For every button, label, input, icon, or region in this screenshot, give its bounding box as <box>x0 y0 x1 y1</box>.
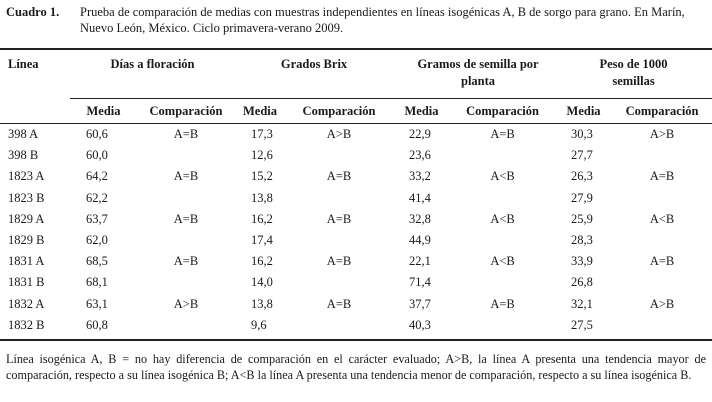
cell-linea: 1832 A <box>8 296 45 311</box>
cell-peso-comparacion <box>612 188 712 209</box>
cell-gramos-comparacion: A<B <box>490 211 515 226</box>
cell-gramos-media: 44,9 <box>409 233 431 248</box>
cell-peso-media: 28,3 <box>571 233 593 248</box>
table-row <box>0 251 712 272</box>
cell-peso-comparacion <box>612 230 712 251</box>
cell-gramos-comparacion: A=B <box>490 127 515 142</box>
table-row <box>0 315 712 336</box>
table-row <box>0 188 712 209</box>
cell-gramos-comparacion: A<B <box>490 169 515 184</box>
cell-brix-comparacion: A>B <box>326 127 352 142</box>
header-dias-floracion: Días a floración <box>110 57 195 71</box>
table-body <box>0 124 712 336</box>
cell-dias-comparacion: A=B <box>173 127 199 142</box>
table-row <box>0 166 712 187</box>
cell-peso-media: 33,9 <box>571 254 593 269</box>
cell-gramos-media: 40,3 <box>409 317 431 332</box>
cell-linea: 1831 A <box>8 254 45 269</box>
header-peso-semillas: Peso de 1000 semillas <box>599 57 668 88</box>
cell-linea: 1829 A <box>8 211 45 226</box>
cell-dias-media: 64,2 <box>86 169 108 184</box>
header-sub-comparacion: Comparación <box>285 99 393 124</box>
cell-gramos-media: 33,2 <box>409 169 431 184</box>
cell-gramos-comparacion <box>450 315 555 336</box>
caption-text: Prueba de comparación de medias con muestras independientes en líneas isogénicas A, B de sorgo para grano. En Marín, Nuevo León, México. Ciclo primavera-verano 2009. <box>80 5 685 35</box>
header-sub-media: Media <box>555 99 612 124</box>
cell-brix-media: 17,3 <box>251 127 273 142</box>
cell-peso-comparacion <box>612 272 712 293</box>
header-gramos-semilla: Gramos de semilla por planta <box>417 57 539 88</box>
cell-dias-comparacion <box>137 188 235 209</box>
cell-dias-media: 60,0 <box>86 148 108 163</box>
cell-linea: 1823 B <box>8 190 45 205</box>
cell-dias-media: 68,5 <box>86 254 108 269</box>
cell-dias-media: 62,2 <box>86 190 108 205</box>
cell-brix-comparacion: A=B <box>326 169 352 184</box>
cell-dias-comparacion <box>137 145 235 166</box>
cell-dias-comparacion: A=B <box>173 211 199 226</box>
cell-brix-media: 17,4 <box>251 233 273 248</box>
table-row <box>0 209 712 230</box>
cell-gramos-media: 71,4 <box>409 275 431 290</box>
cell-peso-comparacion: A>B <box>649 296 675 311</box>
header-sub-comparacion: Comparación <box>612 99 712 124</box>
cell-gramos-comparacion: A=B <box>490 296 515 311</box>
cell-peso-media: 32,1 <box>571 296 593 311</box>
cell-brix-comparacion <box>285 315 393 336</box>
cell-dias-comparacion: A=B <box>173 169 199 184</box>
cell-gramos-media: 32,8 <box>409 211 431 226</box>
cell-dias-media: 63,1 <box>86 296 108 311</box>
cell-dias-comparacion <box>137 315 235 336</box>
cell-linea: 1832 B <box>8 317 45 332</box>
cell-brix-media: 16,2 <box>251 211 273 226</box>
cell-gramos-comparacion <box>450 272 555 293</box>
cell-peso-media: 26,8 <box>571 275 593 290</box>
cell-gramos-comparacion <box>450 145 555 166</box>
cell-peso-media: 26,3 <box>571 169 593 184</box>
cell-gramos-media: 22,1 <box>409 254 431 269</box>
cell-gramos-media: 22,9 <box>409 127 431 142</box>
caption-label: Cuadro 1. <box>6 5 60 19</box>
cell-brix-media: 15,2 <box>251 169 273 184</box>
cell-peso-comparacion: A>B <box>649 127 675 142</box>
header-sub-media: Media <box>235 99 285 124</box>
cell-peso-media: 25,9 <box>571 211 593 226</box>
cell-brix-comparacion: A=B <box>326 296 352 311</box>
cell-peso-media: 27,5 <box>571 317 593 332</box>
cell-dias-media: 60,6 <box>86 127 108 142</box>
cell-dias-media: 60,8 <box>86 317 108 332</box>
cell-brix-comparacion <box>285 145 393 166</box>
table-row <box>0 124 712 146</box>
cell-gramos-media: 23,6 <box>409 148 431 163</box>
cell-brix-media: 13,8 <box>251 190 273 205</box>
bottom-rule <box>0 339 712 341</box>
cell-brix-comparacion: A=B <box>326 254 352 269</box>
cell-peso-comparacion <box>612 145 712 166</box>
cell-gramos-comparacion: A<B <box>490 254 515 269</box>
cell-peso-comparacion: A<B <box>649 211 675 226</box>
header-sub-comparacion: Comparación <box>137 99 235 124</box>
cell-gramos-media: 41,4 <box>409 190 431 205</box>
cell-brix-media: 12,6 <box>251 148 273 163</box>
cell-peso-comparacion <box>612 315 712 336</box>
cell-peso-media: 27,7 <box>571 148 593 163</box>
cell-peso-media: 27,9 <box>571 190 593 205</box>
cell-peso-comparacion: A=B <box>649 169 675 184</box>
cell-dias-comparacion <box>137 272 235 293</box>
cell-linea: 1823 A <box>8 169 45 184</box>
cell-gramos-comparacion <box>450 188 555 209</box>
cell-dias-media: 68,1 <box>86 275 108 290</box>
header-grados-brix: Grados Brix <box>280 57 348 71</box>
data-table <box>0 52 712 336</box>
cell-peso-media: 30,3 <box>571 127 593 142</box>
cell-linea: 1829 B <box>8 233 45 248</box>
cell-brix-media: 13,8 <box>251 296 273 311</box>
cell-dias-comparacion: A=B <box>173 254 199 269</box>
header-linea: Línea <box>8 57 39 71</box>
cell-linea: 1831 B <box>8 275 45 290</box>
table-row <box>0 272 712 293</box>
top-rule <box>0 48 712 50</box>
cell-dias-comparacion: A>B <box>173 296 199 311</box>
cell-brix-comparacion <box>285 188 393 209</box>
cell-peso-comparacion: A=B <box>649 254 675 269</box>
cell-linea: 398 B <box>8 148 39 163</box>
cell-dias-media: 63,7 <box>86 211 108 226</box>
table-footnote: Línea isogénica A, B = no hay diferencia de comparación en el carácter evaluado; A>B, la línea A presenta una tendencia mayor de comparación, respecto a su línea isogénica B; A<B la línea A presenta una tendencia menor de comparación, respecto a su línea isogénica B. <box>6 352 706 382</box>
table-row <box>0 145 712 166</box>
cell-brix-comparacion <box>285 272 393 293</box>
cell-brix-media: 14,0 <box>251 275 273 290</box>
header-sub-media: Media <box>393 99 450 124</box>
cell-gramos-media: 37,7 <box>409 296 431 311</box>
cell-dias-media: 62,0 <box>86 233 108 248</box>
cell-linea: 398 A <box>8 127 39 142</box>
header-sub-comparacion: Comparación <box>450 99 555 124</box>
header-sub-blank <box>0 99 70 124</box>
cell-brix-comparacion <box>285 230 393 251</box>
cell-dias-comparacion <box>137 230 235 251</box>
cell-brix-media: 16,2 <box>251 254 273 269</box>
table-row <box>0 294 712 315</box>
header-sub-media: Media <box>70 99 137 124</box>
cell-brix-comparacion: A=B <box>326 211 352 226</box>
cell-brix-media: 9,6 <box>251 317 267 332</box>
table-row <box>0 230 712 251</box>
cell-gramos-comparacion <box>450 230 555 251</box>
